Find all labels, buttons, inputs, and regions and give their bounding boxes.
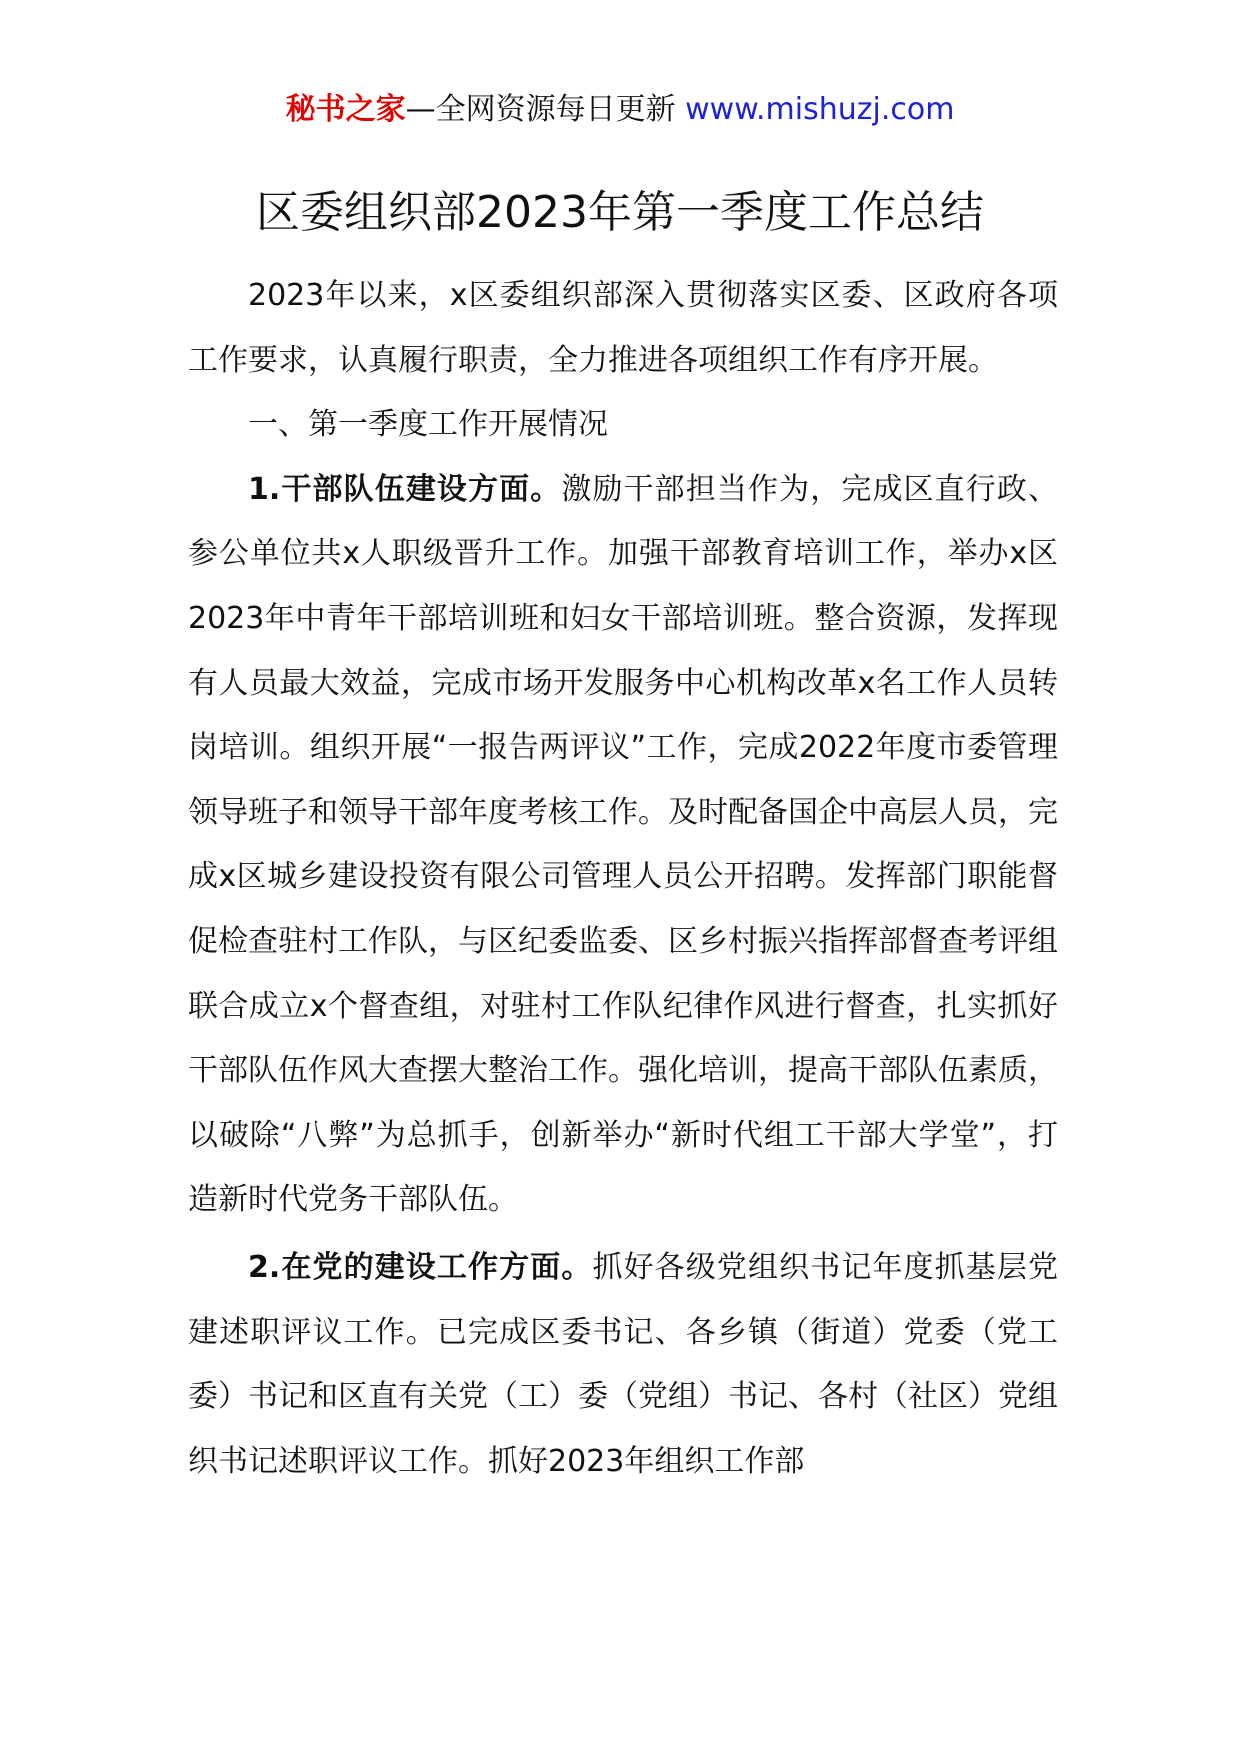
document-body (188, 264, 1058, 1494)
item-paragraph-1 (188, 458, 1058, 1233)
intro-paragraph: 2023年以来，x区委组织部深入贯彻落实区委、区政府各项工作要求，认真履行职责，全力推进各项组织工作有序开展。 (188, 278, 1058, 378)
item-2-heading: 2.在党的建设工作方面。 (248, 1249, 593, 1285)
site-url-link[interactable]: www.mishuzj.com (685, 92, 955, 127)
item-2-text: 抓好各级党组织书记年度抓基层党建述职评议工作。已完成区委书记、各乡镇（街道）党委（党工委）书记和区直有关党（工）委（党组）书记、各村（社区）党组织书记述职评议工作。抓好2023年组织工作部 (188, 1249, 1058, 1479)
section-heading: 一、第一季度工作开展情况 (248, 407, 608, 443)
item-1-text: 激励干部担当作为，完成区直行政、参公单位共x人职级晋升工作。加强干部教育培训工作，举办x区2023年中青年干部培训班和妇女干部培训班。整合资源，发挥现有人员最大效益，完成市场开发服务中心机构改革x名工作人员转岗培训。组织开展“一报告两评议”工作，完成2022年度市委管理领导班子和领导干部年度考核工作。及时配备国企中高层人员，完成x区城乡建设投资有限公司管理人员公开招聘。发挥部门职能督促检查驻村工作队，与区纪委监委、区乡村振兴指挥部督查考评组联合成立x个督查组，对驻村工作队纪律作风进行督查，扎实抓好干部队伍作风大查摆大整治工作。强化培训，提高干部队伍素质，以破除“八弊”为总抓手，创新举办“新时代组工干部大学堂”，打造新时代党务干部队伍。 (188, 471, 1058, 1218)
site-tagline: —全网资源每日更新 (405, 92, 676, 127)
item-paragraph-2 (188, 1236, 1058, 1494)
document-title: 区委组织部2023年第一季度工作总结 (256, 187, 984, 238)
item-1-heading: 1.干部队伍建设方面。 (248, 471, 562, 507)
site-header (0, 84, 1240, 136)
site-brand: 秘书之家 (285, 92, 406, 127)
